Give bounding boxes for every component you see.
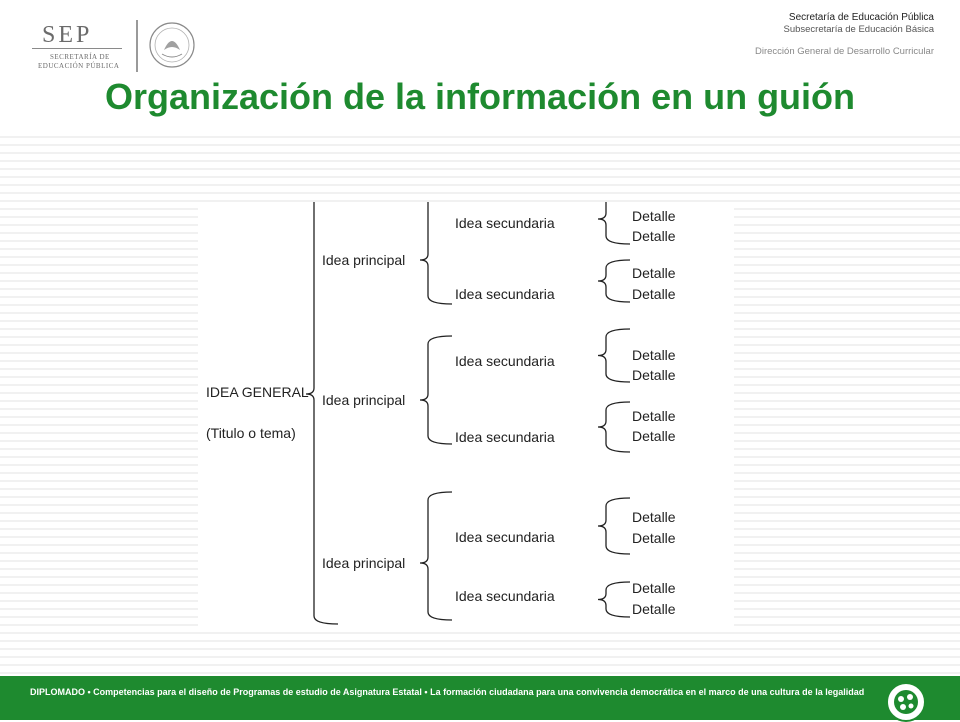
root-idea-subtitle: (Titulo o tema) xyxy=(206,425,296,441)
secondary-bracket xyxy=(598,402,630,452)
logo-divider xyxy=(136,20,138,72)
sep-logo-text: SEP xyxy=(42,22,93,48)
secondary-bracket xyxy=(598,260,630,302)
sep-logo-subtitle-1: SECRETARÍA DE xyxy=(50,53,110,61)
institution-header xyxy=(755,12,934,57)
footer-bar xyxy=(0,676,960,720)
secondary-bracket xyxy=(598,498,630,554)
page-title: Organización de la información en un guión xyxy=(104,76,856,117)
principal-idea-label: Idea principal xyxy=(322,392,406,408)
detail-label: Detalle xyxy=(632,408,676,424)
detail-label: Detalle xyxy=(632,208,676,224)
detail-label: Detalle xyxy=(632,428,676,444)
national-seal-icon xyxy=(148,20,196,70)
secondary-idea-label: Idea secundaria xyxy=(455,353,555,369)
detail-label: Detalle xyxy=(632,286,676,302)
detail-label: Detalle xyxy=(632,265,676,281)
secondary-idea-label: Idea secundaria xyxy=(455,215,555,231)
detail-label: Detalle xyxy=(632,347,676,363)
header-line-1: Secretaría de Educación Pública xyxy=(788,12,934,23)
detail-label: Detalle xyxy=(632,530,676,546)
secondary-idea-label: Idea secundaria xyxy=(455,286,555,302)
sep-logo-subtitle-2: EDUCACIÓN PÚBLICA xyxy=(38,62,120,70)
header-line-2: Subsecretaría de Educación Básica xyxy=(783,24,934,35)
principal-bracket xyxy=(420,336,452,444)
root-idea-label: IDEA GENERAL xyxy=(206,384,309,400)
diploma-logo-icon xyxy=(886,682,926,722)
footer-text: DIPLOMADO • Competencias para el diseño de Programas de estudio de Asignatura Estatal • La formación ciudadana para una convivencia democrática en el marco de una cultura de la legalidad xyxy=(30,687,865,697)
detail-label: Detalle xyxy=(632,228,676,244)
secondary-bracket xyxy=(598,582,630,617)
principal-idea-label: Idea principal xyxy=(322,555,406,571)
secondary-idea-label: Idea secundaria xyxy=(455,588,555,604)
sep-logo-line xyxy=(32,48,122,49)
principal-idea-label: Idea principal xyxy=(322,252,406,268)
detail-label: Detalle xyxy=(632,367,676,383)
detail-label: Detalle xyxy=(632,509,676,525)
header-line-3: Dirección General de Desarrollo Curricular xyxy=(755,46,934,57)
secondary-bracket xyxy=(598,329,630,382)
principal-bracket xyxy=(420,492,452,620)
detail-label: Detalle xyxy=(632,601,676,617)
secondary-idea-label: Idea secundaria xyxy=(455,529,555,545)
detail-label: Detalle xyxy=(632,580,676,596)
secondary-idea-label: Idea secundaria xyxy=(455,429,555,445)
outline-diagram xyxy=(198,202,734,628)
principal-bracket xyxy=(420,202,452,304)
secondary-bracket xyxy=(598,202,630,244)
